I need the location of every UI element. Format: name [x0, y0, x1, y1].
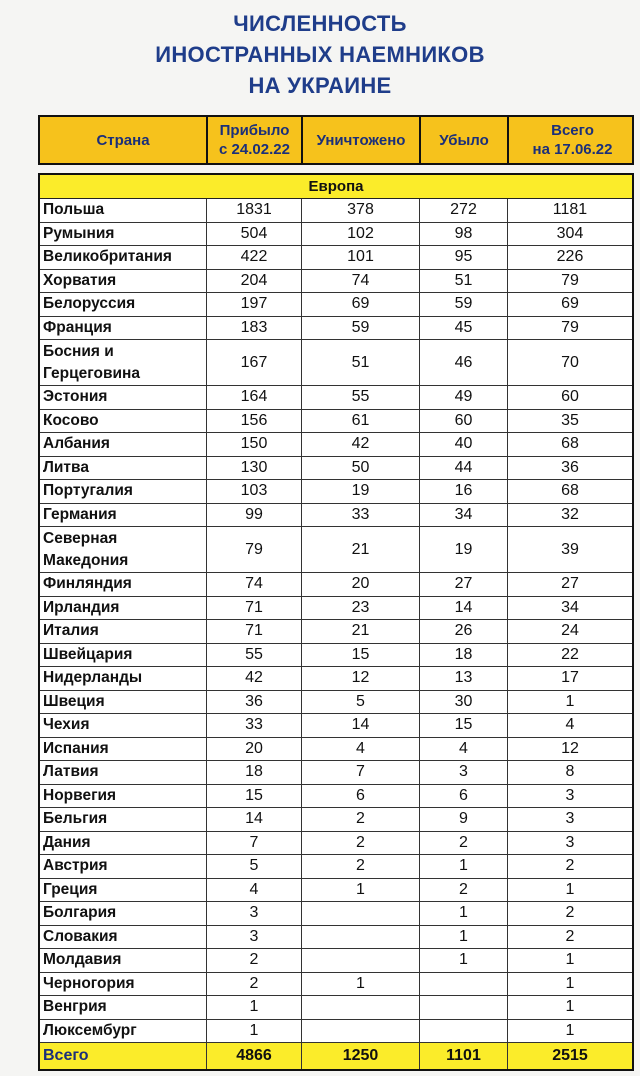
cell-left: 60	[420, 410, 508, 433]
cell-arrived: 7	[207, 832, 302, 855]
table-row	[40, 832, 632, 856]
cell-arrived: 71	[207, 597, 302, 620]
cell-arrived: 1831	[207, 199, 302, 222]
cell-destroyed	[302, 926, 420, 949]
cell-arrived: 204	[207, 270, 302, 293]
cell-left	[420, 1020, 508, 1043]
cell-total: 1	[565, 974, 575, 992]
cell-destroyed: 20	[302, 573, 420, 596]
cell-arrived: 164	[207, 386, 302, 409]
cell-arrived: 183	[207, 317, 302, 340]
table-row	[40, 410, 632, 434]
cell-left: 1	[420, 926, 508, 949]
data-table	[38, 173, 634, 1071]
cell-country: Нидерланды	[40, 667, 207, 690]
cell-total: 36	[561, 458, 579, 476]
cell-total: 24	[561, 622, 579, 640]
table-row	[40, 714, 632, 738]
cell-arrived: 1	[207, 996, 302, 1019]
cell-total: 1181	[552, 201, 588, 219]
cell-total: 32	[561, 505, 579, 523]
cell-destroyed: 21	[302, 527, 420, 572]
cell-left: 16	[420, 480, 508, 503]
cell-left: 45	[420, 317, 508, 340]
table-row	[40, 738, 632, 762]
cell-country: Албания	[40, 433, 207, 456]
cell-left: 9	[420, 808, 508, 831]
cell-country: Италия	[40, 620, 207, 643]
cell-total: 22	[561, 645, 579, 663]
cell-country: Испания	[40, 738, 207, 761]
table-row	[40, 527, 632, 573]
cell-arrived: 79	[207, 527, 302, 572]
cell-arrived: 2	[207, 973, 302, 996]
table-row	[40, 293, 632, 317]
cell-destroyed: 7	[302, 761, 420, 784]
cell-destroyed: 6	[302, 785, 420, 808]
cell-left: 59	[420, 293, 508, 316]
cell-total: 1	[565, 880, 575, 898]
cell-destroyed: 59	[302, 317, 420, 340]
table-row	[40, 246, 632, 270]
table-row	[40, 691, 632, 715]
table-row	[40, 270, 632, 294]
table-row	[40, 808, 632, 832]
cell-arrived: 4	[207, 879, 302, 902]
table-row	[40, 597, 632, 621]
col-header-destroyed: Уничтожено	[303, 117, 421, 163]
cell-arrived: 197	[207, 293, 302, 316]
cell-country: Болгария	[40, 902, 207, 925]
cell-arrived: 5	[207, 855, 302, 878]
table-row	[40, 644, 632, 668]
table-row	[40, 573, 632, 597]
cell-destroyed: 2	[302, 855, 420, 878]
cell-arrived: 71	[207, 620, 302, 643]
cell-left: 98	[420, 223, 508, 246]
totals-row	[40, 1043, 632, 1069]
cell-left: 19	[420, 527, 508, 572]
table-row	[40, 996, 632, 1020]
cell-total: 27	[561, 575, 579, 593]
cell-destroyed	[302, 996, 420, 1019]
cell-country: Бельгия	[40, 808, 207, 831]
cell-total: 79	[561, 318, 579, 336]
title-line-3: НА УКРАИНЕ	[248, 73, 392, 98]
cell-arrived: 422	[207, 246, 302, 269]
cell-left: 30	[420, 691, 508, 714]
cell-country: Польша	[40, 199, 207, 222]
table-row	[40, 340, 632, 386]
cell-total: 2	[565, 857, 575, 875]
cell-destroyed: 14	[302, 714, 420, 737]
cell-total: 79	[561, 271, 579, 289]
cell-left: 1	[420, 902, 508, 925]
table-row	[40, 433, 632, 457]
cell-left: 4	[420, 738, 508, 761]
cell-total: 2	[565, 904, 575, 922]
cell-left: 1	[420, 949, 508, 972]
cell-total: 17	[561, 669, 579, 687]
cell-total: 304	[556, 224, 584, 242]
cell-arrived: 3	[207, 902, 302, 925]
table-header	[38, 115, 634, 165]
cell-left: 15	[420, 714, 508, 737]
cell-total: 70	[561, 353, 579, 371]
totals-destroyed: 1250	[302, 1043, 420, 1069]
cell-arrived: 33	[207, 714, 302, 737]
table-row	[40, 973, 632, 997]
cell-country: Швеция	[40, 691, 207, 714]
cell-arrived: 504	[207, 223, 302, 246]
cell-destroyed: 12	[302, 667, 420, 690]
table-row	[40, 902, 632, 926]
cell-arrived: 18	[207, 761, 302, 784]
cell-country: Великобритания	[40, 246, 207, 269]
cell-left: 2	[420, 879, 508, 902]
cell-arrived: 55	[207, 644, 302, 667]
cell-destroyed: 19	[302, 480, 420, 503]
cell-destroyed: 4	[302, 738, 420, 761]
cell-country: Белоруссия	[40, 293, 207, 316]
cell-destroyed: 101	[302, 246, 420, 269]
table-row	[40, 1020, 632, 1044]
cell-total: 39	[561, 540, 579, 558]
cell-left	[420, 973, 508, 996]
table-row	[40, 785, 632, 809]
cell-country: Северная Македония	[40, 527, 207, 572]
cell-total: 68	[561, 435, 579, 453]
cell-destroyed: 33	[302, 504, 420, 527]
cell-left: 34	[420, 504, 508, 527]
table-row	[40, 620, 632, 644]
cell-destroyed: 42	[302, 433, 420, 456]
cell-total: 68	[561, 482, 579, 500]
cell-destroyed: 1	[302, 973, 420, 996]
cell-country: Венгрия	[40, 996, 207, 1019]
table-row	[40, 386, 632, 410]
table-row	[40, 949, 632, 973]
cell-total: 3	[565, 810, 575, 828]
table-row	[40, 199, 632, 223]
table-row	[40, 223, 632, 247]
cell-left: 6	[420, 785, 508, 808]
cell-destroyed	[302, 1020, 420, 1043]
table-row	[40, 504, 632, 528]
cell-left: 49	[420, 386, 508, 409]
cell-total: 1	[565, 1021, 575, 1039]
totals-label: Всего	[40, 1043, 207, 1069]
cell-country: Греция	[40, 879, 207, 902]
cell-country: Португалия	[40, 480, 207, 503]
cell-country: Хорватия	[40, 270, 207, 293]
cell-arrived: 20	[207, 738, 302, 761]
cell-country: Косово	[40, 410, 207, 433]
cell-left: 13	[420, 667, 508, 690]
cell-destroyed: 5	[302, 691, 420, 714]
cell-destroyed: 69	[302, 293, 420, 316]
cell-arrived: 167	[207, 340, 302, 385]
cell-country: Чехия	[40, 714, 207, 737]
cell-arrived: 36	[207, 691, 302, 714]
cell-destroyed: 61	[302, 410, 420, 433]
cell-destroyed: 1	[302, 879, 420, 902]
cell-country: Дания	[40, 832, 207, 855]
cell-country: Босния и Герцеговина	[40, 340, 207, 385]
cell-country: Эстония	[40, 386, 207, 409]
cell-country: Германия	[40, 504, 207, 527]
cell-left: 3	[420, 761, 508, 784]
cell-country: Австрия	[40, 855, 207, 878]
cell-left	[420, 996, 508, 1019]
cell-destroyed: 2	[302, 832, 420, 855]
cell-total: 3	[565, 833, 575, 851]
cell-country: Франция	[40, 317, 207, 340]
cell-destroyed: 51	[302, 340, 420, 385]
cell-left: 51	[420, 270, 508, 293]
cell-destroyed: 23	[302, 597, 420, 620]
cell-arrived: 130	[207, 457, 302, 480]
cell-arrived: 14	[207, 808, 302, 831]
col-header-country: Страна	[40, 117, 208, 163]
cell-left: 2	[420, 832, 508, 855]
cell-arrived: 156	[207, 410, 302, 433]
cell-left: 40	[420, 433, 508, 456]
cell-left: 46	[420, 340, 508, 385]
cell-destroyed: 2	[302, 808, 420, 831]
cell-country: Словакия	[40, 926, 207, 949]
cell-total: 1	[565, 998, 575, 1016]
cell-total: 226	[556, 248, 584, 266]
cell-left: 272	[420, 199, 508, 222]
cell-total: 1	[565, 951, 575, 969]
cell-arrived: 42	[207, 667, 302, 690]
cell-destroyed: 15	[302, 644, 420, 667]
cell-arrived: 3	[207, 926, 302, 949]
cell-country: Черногория	[40, 973, 207, 996]
table-row	[40, 855, 632, 879]
cell-country: Норвегия	[40, 785, 207, 808]
cell-arrived: 103	[207, 480, 302, 503]
cell-left: 27	[420, 573, 508, 596]
cell-total: 4	[565, 716, 575, 734]
cell-left: 95	[420, 246, 508, 269]
cell-total: 69	[561, 295, 579, 313]
cell-destroyed: 55	[302, 386, 420, 409]
cell-destroyed: 74	[302, 270, 420, 293]
cell-total: 3	[565, 786, 575, 804]
cell-left: 26	[420, 620, 508, 643]
cell-left: 18	[420, 644, 508, 667]
table-row	[40, 926, 632, 950]
cell-total: 2	[565, 927, 575, 945]
cell-destroyed	[302, 949, 420, 972]
totals-arrived: 4866	[207, 1043, 302, 1069]
cell-destroyed: 378	[302, 199, 420, 222]
cell-total: 35	[561, 411, 579, 429]
table-row	[40, 317, 632, 341]
cell-total: 60	[561, 388, 579, 406]
cell-arrived: 2	[207, 949, 302, 972]
col-header-left: Убыло	[421, 117, 509, 163]
cell-country: Молдавия	[40, 949, 207, 972]
table-row	[40, 761, 632, 785]
cell-total: 34	[561, 598, 579, 616]
cell-arrived: 1	[207, 1020, 302, 1043]
cell-total: 8	[565, 763, 575, 781]
cell-country: Финляндия	[40, 573, 207, 596]
cell-left: 1	[420, 855, 508, 878]
totals-total: 2515	[552, 1047, 588, 1064]
table-body	[40, 199, 632, 1043]
cell-country: Литва	[40, 457, 207, 480]
cell-arrived: 99	[207, 504, 302, 527]
cell-country: Латвия	[40, 761, 207, 784]
cell-total: 12	[561, 739, 579, 757]
col-header-arrived: Прибыло с 24.02.22	[208, 117, 303, 163]
cell-destroyed: 50	[302, 457, 420, 480]
cell-country: Швейцария	[40, 644, 207, 667]
cell-left: 44	[420, 457, 508, 480]
cell-arrived: 74	[207, 573, 302, 596]
cell-country: Румыния	[40, 223, 207, 246]
cell-country: Ирландия	[40, 597, 207, 620]
col-header-total: Всего на 17.06.22	[532, 122, 613, 158]
cell-destroyed: 102	[302, 223, 420, 246]
region-row: Европа	[40, 175, 632, 199]
cell-arrived: 15	[207, 785, 302, 808]
cell-arrived: 150	[207, 433, 302, 456]
page-title	[0, 8, 640, 101]
table-row	[40, 457, 632, 481]
cell-left: 14	[420, 597, 508, 620]
table-row	[40, 667, 632, 691]
table-row	[40, 879, 632, 903]
cell-total: 1	[565, 692, 575, 710]
cell-country: Люксембург	[40, 1020, 207, 1043]
cell-destroyed: 21	[302, 620, 420, 643]
totals-left: 1101	[420, 1043, 508, 1069]
cell-destroyed	[302, 902, 420, 925]
title-line-2: ИНОСТРАННЫХ НАЕМНИКОВ	[155, 42, 485, 67]
title-line-1: ЧИСЛЕННОСТЬ	[233, 11, 407, 36]
table-row	[40, 480, 632, 504]
